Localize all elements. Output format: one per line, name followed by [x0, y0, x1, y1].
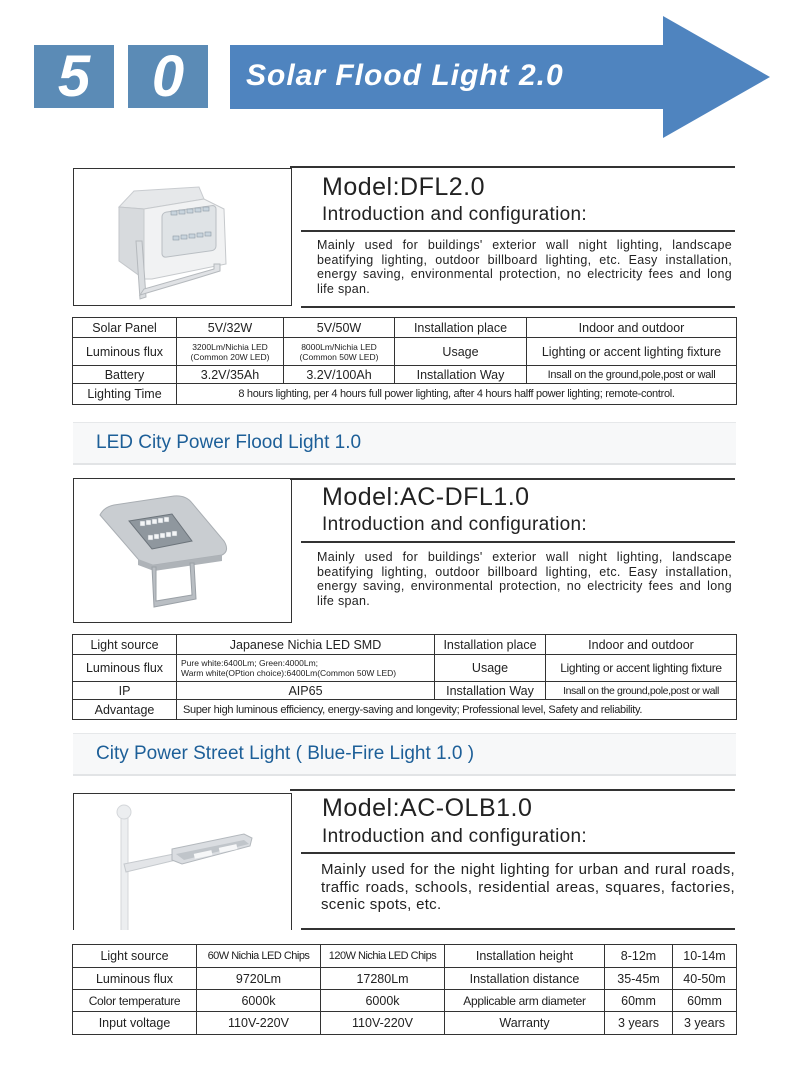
table-cell: Installation place [395, 318, 527, 338]
table-cell: 5V/50W [284, 318, 395, 338]
table-cell: Luminous flux [73, 655, 177, 682]
table-cell: 60W Nichia LED Chips [197, 945, 321, 968]
table-row [73, 700, 737, 720]
table-cell: Luminous flux [73, 338, 177, 366]
table-cell: Usage [435, 655, 546, 682]
table-cell: Solar Panel [73, 318, 177, 338]
table-cell: Lighting Time [73, 384, 177, 405]
table-cell: 3.2V/35Ah [177, 366, 284, 384]
intro-heading: Introduction and configuration: [322, 826, 587, 847]
table-cell: 5V/32W [177, 318, 284, 338]
ac-dfl1-flood-light-image [73, 478, 292, 623]
table-row [73, 655, 737, 682]
table-row [73, 1012, 737, 1035]
table-row [73, 366, 737, 384]
table-cell: Japanese Nichia LED SMD [177, 635, 435, 655]
table-row [73, 990, 737, 1012]
table-cell: Super high luminous efficiency, energy-saving and longevity; Professional level, Safety and reliability. [177, 700, 737, 720]
table-cell: 3200Lm/Nichia LED (Common 20W LED) [177, 338, 284, 366]
table-cell: 8000Lm/Nichia LED (Common 50W LED) [284, 338, 395, 366]
product-description: Mainly used for the night lighting for urban and rural roads, traffic roads, schools, residential areas, squares, factories, scenic spots, etc. [321, 861, 735, 914]
table-cell: Indoor and outdoor [546, 635, 737, 655]
table-cell: Color temperature [73, 990, 197, 1012]
table-cell: Indoor and outdoor [527, 318, 737, 338]
table-cell: 8 hours lighting, per 4 hours full power lighting, after 4 hours halff power lighting; remote-control. [177, 384, 737, 405]
table-cell: Input voltage [73, 1012, 197, 1035]
table-cell: Installation Way [435, 682, 546, 700]
page-title: Solar Flood Light 2.0 [246, 59, 564, 92]
table-cell: 8-12m [605, 945, 673, 968]
spec-table-ac-olb1 [72, 944, 737, 1035]
table-cell: Installation Way [395, 366, 527, 384]
table-cell: Insall on the ground,pole,post or wall [546, 682, 737, 700]
table-cell: Usage [395, 338, 527, 366]
model-name: Model:DFL2.0 [322, 173, 486, 201]
table-cell: 17280Lm [321, 968, 445, 990]
divider [290, 166, 735, 168]
table-row [73, 318, 737, 338]
catalog-number-digit-2: 0 [128, 45, 208, 108]
table-cell: Applicable arm diameter [445, 990, 605, 1012]
table-cell: 110V-220V [197, 1012, 321, 1035]
table-cell: 40-50m [673, 968, 737, 990]
divider [301, 541, 735, 543]
table-cell: 3 years [673, 1012, 737, 1035]
divider [290, 789, 735, 791]
table-cell: Pure white:6400Lm; Green:4000Lm; Warm white(OPtion choice):6400Lm(Common 50W LED) [177, 655, 435, 682]
divider [301, 230, 735, 232]
divider [301, 852, 735, 854]
section-title: LED City Power Flood Light 1.0 [96, 432, 362, 453]
table-cell: Luminous flux [73, 968, 197, 990]
table-cell: Lighting or accent lighting fixture [546, 655, 737, 682]
table-cell: Installation distance [445, 968, 605, 990]
divider [290, 478, 735, 480]
section-header [73, 733, 736, 776]
dfl2-flood-light-image [73, 168, 292, 306]
table-cell: Insall on the ground,pole,post or wall [527, 366, 737, 384]
divider [301, 306, 735, 308]
intro-heading: Introduction and configuration: [322, 514, 587, 535]
table-cell: Light source [73, 945, 197, 968]
table-cell: 35-45m [605, 968, 673, 990]
table-row [73, 635, 737, 655]
table-cell: 110V-220V [321, 1012, 445, 1035]
divider [301, 928, 735, 930]
table-row [73, 338, 737, 366]
table-cell: Advantage [73, 700, 177, 720]
table-cell: AIP65 [177, 682, 435, 700]
table-cell: 9720Lm [197, 968, 321, 990]
intro-heading: Introduction and configuration: [322, 204, 587, 225]
table-cell: Installation height [445, 945, 605, 968]
spec-table-dfl2 [72, 317, 737, 405]
model-name: Model:AC-DFL1.0 [322, 483, 530, 511]
table-cell: 3 years [605, 1012, 673, 1035]
table-row [73, 945, 737, 968]
table-cell: 60mm [605, 990, 673, 1012]
table-cell: Light source [73, 635, 177, 655]
table-cell: 120W Nichia LED Chips [321, 945, 445, 968]
ac-olb1-street-light-image [73, 793, 292, 930]
section-header [73, 422, 736, 465]
table-cell: Lighting or accent lighting fixture [527, 338, 737, 366]
table-cell: 60mm [673, 990, 737, 1012]
product-description: Mainly used for buildings' exterior wall night lighting, landscape beatifying lighting, outdoor billboard lighting, etc. Easy installation, energy saving, environmental protection, no electricity fees and long life span. [317, 550, 732, 608]
spec-table-ac-dfl1 [72, 634, 737, 720]
section-title: City Power Street Light ( Blue-Fire Light 1.0 ) [96, 743, 475, 764]
table-row [73, 682, 737, 700]
table-cell: IP [73, 682, 177, 700]
catalog-number-digit-1: 5 [34, 45, 114, 108]
table-cell: 6000k [197, 990, 321, 1012]
table-cell: Battery [73, 366, 177, 384]
table-row [73, 384, 737, 405]
table-cell: 3.2V/100Ah [284, 366, 395, 384]
table-cell: 10-14m [673, 945, 737, 968]
product-description: Mainly used for buildings' exterior wall night lighting, landscape beatifying lighting, outdoor billboard lighting, etc. Easy installation, energy saving, environmental protection, no electricity fees and long life span. [317, 238, 732, 296]
table-cell: Installation place [435, 635, 546, 655]
table-row [73, 968, 737, 990]
model-name: Model:AC-OLB1.0 [322, 794, 533, 822]
table-cell: 6000k [321, 990, 445, 1012]
table-cell: Warranty [445, 1012, 605, 1035]
